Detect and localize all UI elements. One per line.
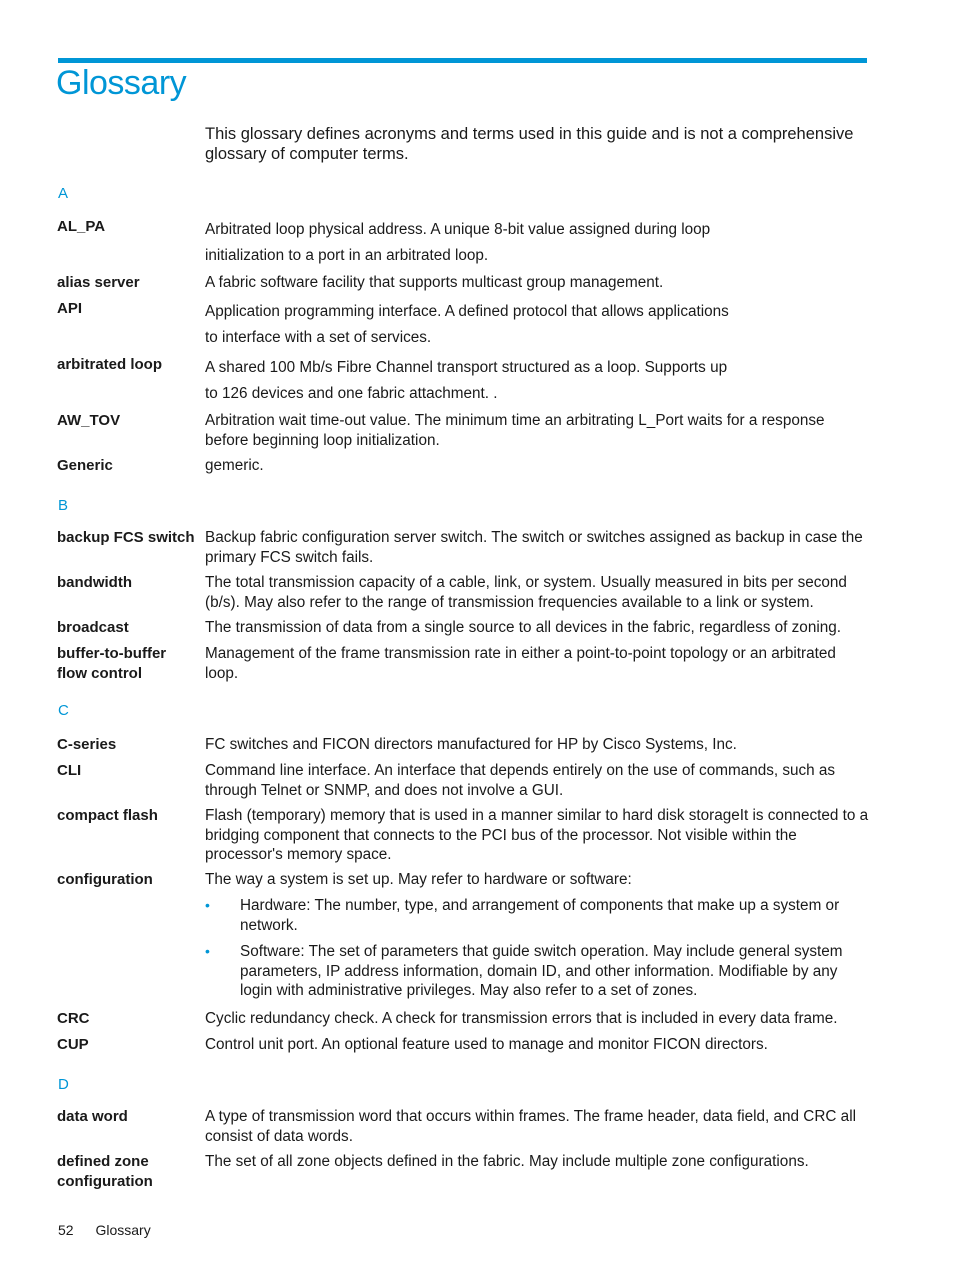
- term-line: defined zone: [57, 1153, 149, 1170]
- definition-line: initialization to a port in an arbitrated loop.: [205, 247, 489, 264]
- term-line: buffer-to-buffer: [57, 645, 167, 662]
- configuration-bullet-hardware: [205, 896, 870, 935]
- term-crc: CRC: [57, 1010, 90, 1027]
- definition-defined-zone-configuration: The set of all zone objects defined in the fabric. May include multiple zone configurations.: [205, 1153, 809, 1170]
- term-data-word: data word: [57, 1108, 128, 1125]
- definition-line: to 126 devices and one fabric attachment. .: [205, 385, 498, 402]
- definition-backup-fcs-switch: Backup fabric configuration server switch. The switch or switches assigned as backup in case the primary FCS switch fails.: [205, 529, 863, 566]
- term-backup-fcs-switch: backup FCS switch: [57, 529, 195, 546]
- definition-broadcast: The transmission of data from a single source to all devices in the fabric, regardless of zoning.: [205, 619, 841, 636]
- definition-line: Arbitrated loop physical address. A unique 8-bit value assigned during loop: [205, 221, 711, 238]
- term-arbitrated-loop: arbitrated loop: [57, 356, 163, 373]
- term-alias-server: alias server: [57, 274, 140, 291]
- term-aw-tov: AW_TOV: [57, 412, 121, 429]
- definition-configuration: The way a system is set up. May refer to hardware or software:: [205, 871, 632, 888]
- section-letter-c: C: [58, 702, 69, 719]
- definition-api: [205, 299, 870, 351]
- footer-section: Glossary: [95, 1222, 151, 1238]
- term-c-series: C-series: [57, 736, 117, 753]
- definition-crc: Cyclic redundancy check. A check for transmission errors that is included in every data frame.: [205, 1010, 838, 1027]
- definition-line: A shared 100 Mb/s Fibre Channel transport structured as a loop. Supports up: [205, 359, 728, 376]
- term-bandwidth: bandwidth: [57, 574, 132, 591]
- term-cup: CUP: [57, 1036, 89, 1053]
- term-line: configuration: [57, 1173, 153, 1190]
- definition-line: to interface with a set of services.: [205, 329, 432, 346]
- term-generic: Generic: [57, 457, 113, 474]
- term-defined-zone-configuration: [57, 1152, 197, 1192]
- definition-generic: gemeric.: [205, 457, 264, 474]
- term-cli: CLI: [57, 762, 82, 779]
- definition-data-word: A type of transmission word that occurs within frames. The frame header, data field, and CRC all consist of data words.: [205, 1108, 856, 1145]
- configuration-bullet-software: [205, 942, 870, 1001]
- section-letter-d: D: [58, 1076, 69, 1093]
- term-compact-flash: compact flash: [57, 807, 158, 824]
- page-footer: [58, 1222, 169, 1238]
- term-al-pa: AL_PA: [57, 218, 106, 235]
- term-configuration: configuration: [57, 871, 153, 888]
- definition-compact-flash: Flash (temporary) memory that is used in a manner similar to hard disk storageIt is connected to a bridging component that connects to the PCI bus of the processor. Not visible within the processor's memory space.: [205, 807, 869, 863]
- definition-bandwidth: The total transmission capacity of a cable, link, or system. Usually measured in bits per second (b/s). May also refer to the range of transmission frequencies available to a link or system.: [205, 574, 847, 611]
- definition-line: Application programming interface. A defined protocol that allows applications: [205, 303, 729, 320]
- term-buffer-to-buffer-flow-control: [57, 644, 197, 684]
- definition-alias-server: A fabric software facility that supports multicast group management.: [205, 274, 664, 291]
- definition-aw-tov: Arbitration wait time-out value. The minimum time an arbitrating L_Port waits for a response before beginning loop initialization.: [205, 412, 825, 449]
- term-api: API: [57, 300, 83, 317]
- term-line: flow control: [57, 665, 142, 682]
- definition-cup: Control unit port. An optional feature used to manage and monitor FICON directors.: [205, 1036, 768, 1053]
- bullet-text: Software: The set of parameters that guide switch operation. May include general system parameters, IP address information, domain ID, and other information. Modifiable by any login with administrative privileges. May also refer to a set of zones.: [240, 943, 843, 999]
- definition-al-pa: [205, 217, 870, 269]
- bullet-icon: •: [205, 943, 210, 959]
- section-letter-a: A: [58, 185, 69, 202]
- definition-arbitrated-loop: [205, 355, 870, 407]
- definition-cli: Command line interface. An interface that depends entirely on the use of commands, such as through Telnet or SNMP, and does not involve a GUI.: [205, 762, 836, 799]
- page-title: Glossary: [56, 64, 187, 102]
- section-letter-b: B: [58, 497, 69, 514]
- definition-c-series: FC switches and FICON directors manufactured for HP by Cisco Systems, Inc.: [205, 736, 737, 753]
- bullet-icon: •: [205, 897, 210, 913]
- title-rule: [58, 58, 867, 63]
- bullet-text: Hardware: The number, type, and arrangement of components that make up a system or network.: [240, 897, 840, 934]
- intro-paragraph: This glossary defines acronyms and terms used in this guide and is not a comprehensive glossary of computer terms.: [205, 125, 854, 163]
- definition-buffer-to-buffer-flow-control: Management of the frame transmission rate in either a point-to-point topology or an arbitrated loop.: [205, 645, 836, 682]
- term-broadcast: broadcast: [57, 619, 129, 636]
- page-number: 52: [58, 1222, 74, 1238]
